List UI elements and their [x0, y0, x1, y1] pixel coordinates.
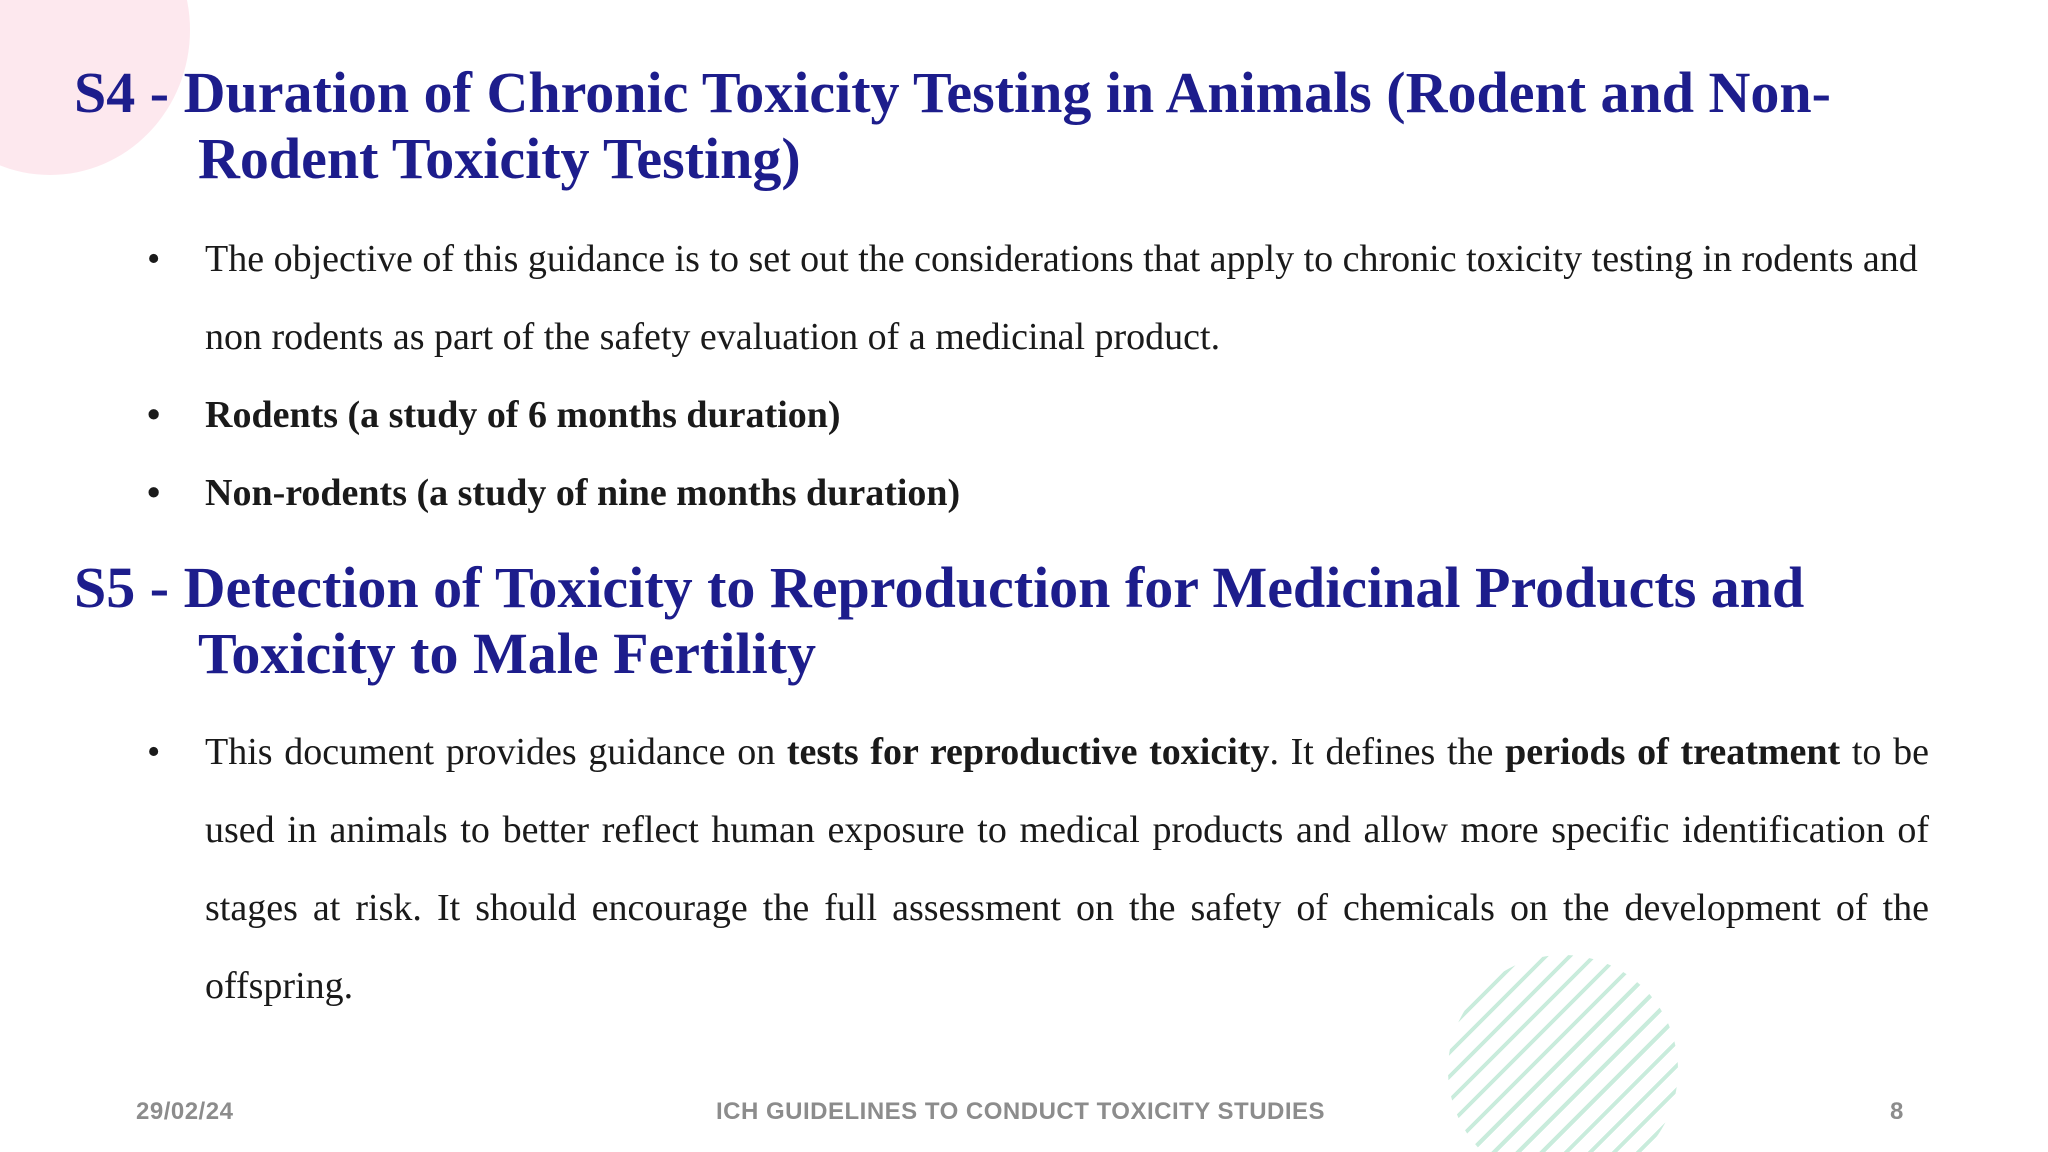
heading-s4-line1: S4 - Duration of Chronic Toxicity Testing in Animals (Rodent and Non-	[74, 60, 1831, 125]
s5-bullet-list	[147, 713, 1929, 1025]
s4-bullet-list	[147, 220, 1929, 532]
bullet-text-part: This document provides guidance on	[205, 731, 787, 773]
list-item	[147, 376, 1929, 454]
heading-s4	[74, 60, 1831, 192]
bullet-text: Non-rodents (a study of nine months duration)	[205, 472, 961, 514]
heading-s5-line2: Toxicity to Male Fertility	[198, 621, 816, 686]
bullet-icon: •	[147, 238, 161, 280]
bullet-icon: •	[147, 731, 161, 773]
bullet-text: The objective of this guidance is to set out the considerations that apply to chronic toxicity testing in rodents and non rodents as part of the safety evaluation of a medicinal product.	[205, 238, 1918, 358]
footer-page-number: 8	[1890, 1098, 1904, 1125]
footer-date: 29/02/24	[136, 1098, 234, 1125]
bullet-text-part: . It defines the	[1269, 731, 1506, 773]
list-item	[147, 454, 1929, 532]
bullet-icon: •	[147, 394, 161, 436]
bullet-text-emphasis: tests for reproductive toxicity	[786, 731, 1270, 773]
heading-s4-line2: Rodent Toxicity Testing)	[198, 126, 801, 191]
bullet-text-part: to be used in animals to better reflect human exposure to medical products and allow more specific identification of stages at risk. It should encourage the full assessment on the safety of chemicals on the development of the offspring.	[205, 731, 1929, 1007]
bullet-text-emphasis: periods of treatment	[1505, 731, 1841, 773]
footer-title: ICH GUIDELINES TO CONDUCT TOXICITY STUDIES	[716, 1098, 1326, 1125]
list-item	[147, 713, 1929, 1025]
bullet-icon: •	[147, 472, 161, 514]
heading-s5-line1: S5 - Detection of Toxicity to Reproduction for Medicinal Products and	[74, 555, 1805, 620]
bullet-text: Rodents (a study of 6 months duration)	[205, 394, 841, 436]
heading-s5	[74, 555, 1804, 687]
list-item	[147, 220, 1929, 376]
